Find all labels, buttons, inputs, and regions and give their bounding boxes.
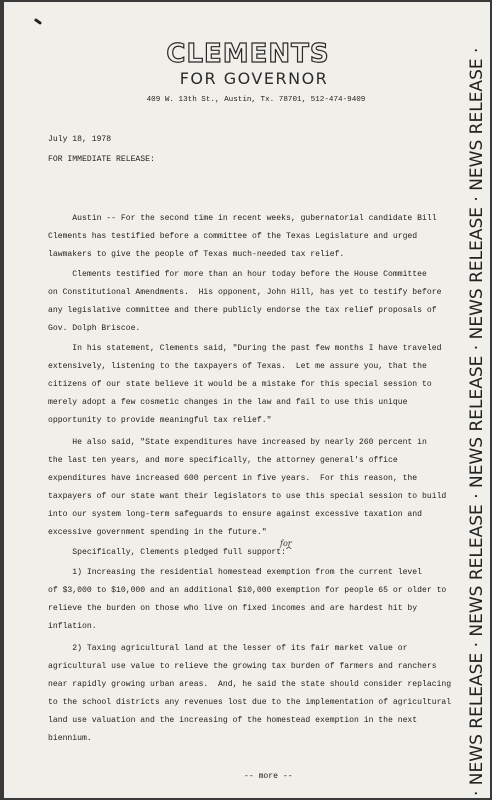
body-line: Clements testified for more than an hour today before the House Committee bbox=[48, 270, 427, 279]
insert-caret-mark: ^ bbox=[285, 546, 293, 556]
punch-mark bbox=[34, 18, 42, 25]
body-line: the last ten years, and more specifically, the attorney general's office bbox=[48, 456, 398, 465]
release-status: FOR IMMEDIATE RELEASE: bbox=[48, 155, 155, 164]
body-line: opportunity to provide meaningful tax relief." bbox=[48, 416, 272, 425]
body-line: of $3,000 to $10,000 and an additional $10,000 exemption for people 65 or older to bbox=[48, 586, 447, 595]
body-line: 2) Taxing agricultural land at the lesser of its fair market value or bbox=[48, 644, 408, 653]
body-line: citizens of our state believe it would be a mistake for this special session to bbox=[48, 380, 432, 389]
body-line: merely adopt a few cosmetic changes in the law and fail to use this unique bbox=[48, 398, 408, 407]
body-line: 1) Increasing the residential homestead exemption from the current level bbox=[48, 568, 422, 577]
release-date: July 18, 1978 bbox=[48, 135, 112, 144]
body-line: excessive government spending in the future." bbox=[48, 528, 267, 537]
body-line: taxpayers of our state want their legislators to use this special session to build bbox=[48, 492, 447, 501]
body-line: Gov. Dolph Briscoe. bbox=[48, 324, 141, 333]
body-line: Specifically, Clements pledged full support: bbox=[48, 548, 286, 557]
body-line: land use valuation and the increasing of the homestead exemption in the next bbox=[48, 716, 418, 725]
body-line: inflation. bbox=[48, 622, 97, 631]
body-line: any legislative committee and there publicly endorse the tax relief proposals of bbox=[48, 306, 437, 315]
body-line: Austin -- For the second time in recent weeks, gubernatorial candidate Bill bbox=[48, 214, 437, 223]
body-line: expenditures have increased 600 percent in five years. For this reason, the bbox=[48, 474, 418, 483]
news-release-banner bbox=[461, 2, 490, 798]
continued-marker: -- more -- bbox=[244, 772, 293, 781]
body-line: into our system long-term safeguards to ensure against excessive taxation and bbox=[48, 510, 422, 519]
body-line: extensively, listening to the taxpayers of Texas. Let me assure you, that the bbox=[48, 362, 427, 371]
body-line: lawmakers to give the people of Texas much-needed tax relief. bbox=[48, 250, 345, 259]
press-release-page bbox=[4, 2, 490, 798]
body-line: biennium. bbox=[48, 734, 92, 743]
campaign-logo-subtitle: FOR GOVERNOR bbox=[179, 69, 329, 88]
news-release-banner-text: · NEWS RELEASE · NEWS RELEASE · NEWS RELEASE · NEWS RELEASE · NEWS RELEASE · bbox=[467, 47, 487, 796]
body-line: Clements has testified before a committee of the Texas Legislature and urged bbox=[48, 232, 418, 241]
handwritten-insert: for bbox=[280, 539, 292, 548]
body-line: relieve the burden on those who live on fixed incomes and are hardest hit by bbox=[48, 604, 418, 613]
office-address: 409 W. 13th St., Austin, Tx. 78701, 512-474-9409 bbox=[146, 96, 366, 104]
body-line: to the school districts any revenues lost due to the implementation of agricultural bbox=[48, 698, 452, 707]
body-line: agricultural use value to relieve the growing tax burden of farmers and ranchers bbox=[48, 662, 437, 671]
body-line: He also said, "State expenditures have increased by nearly 260 percent in bbox=[48, 438, 427, 447]
body-line: on Constitutional Amendments. His opponent, John Hill, has yet to testify before bbox=[48, 288, 442, 297]
body-line: near rapidly growing urban areas. And, he said the state should consider replacing bbox=[48, 680, 452, 689]
body-line: In his statement, Clements said, "During the past few months I have traveled bbox=[48, 344, 442, 353]
campaign-logo-title: CLEMENTS bbox=[166, 39, 330, 69]
